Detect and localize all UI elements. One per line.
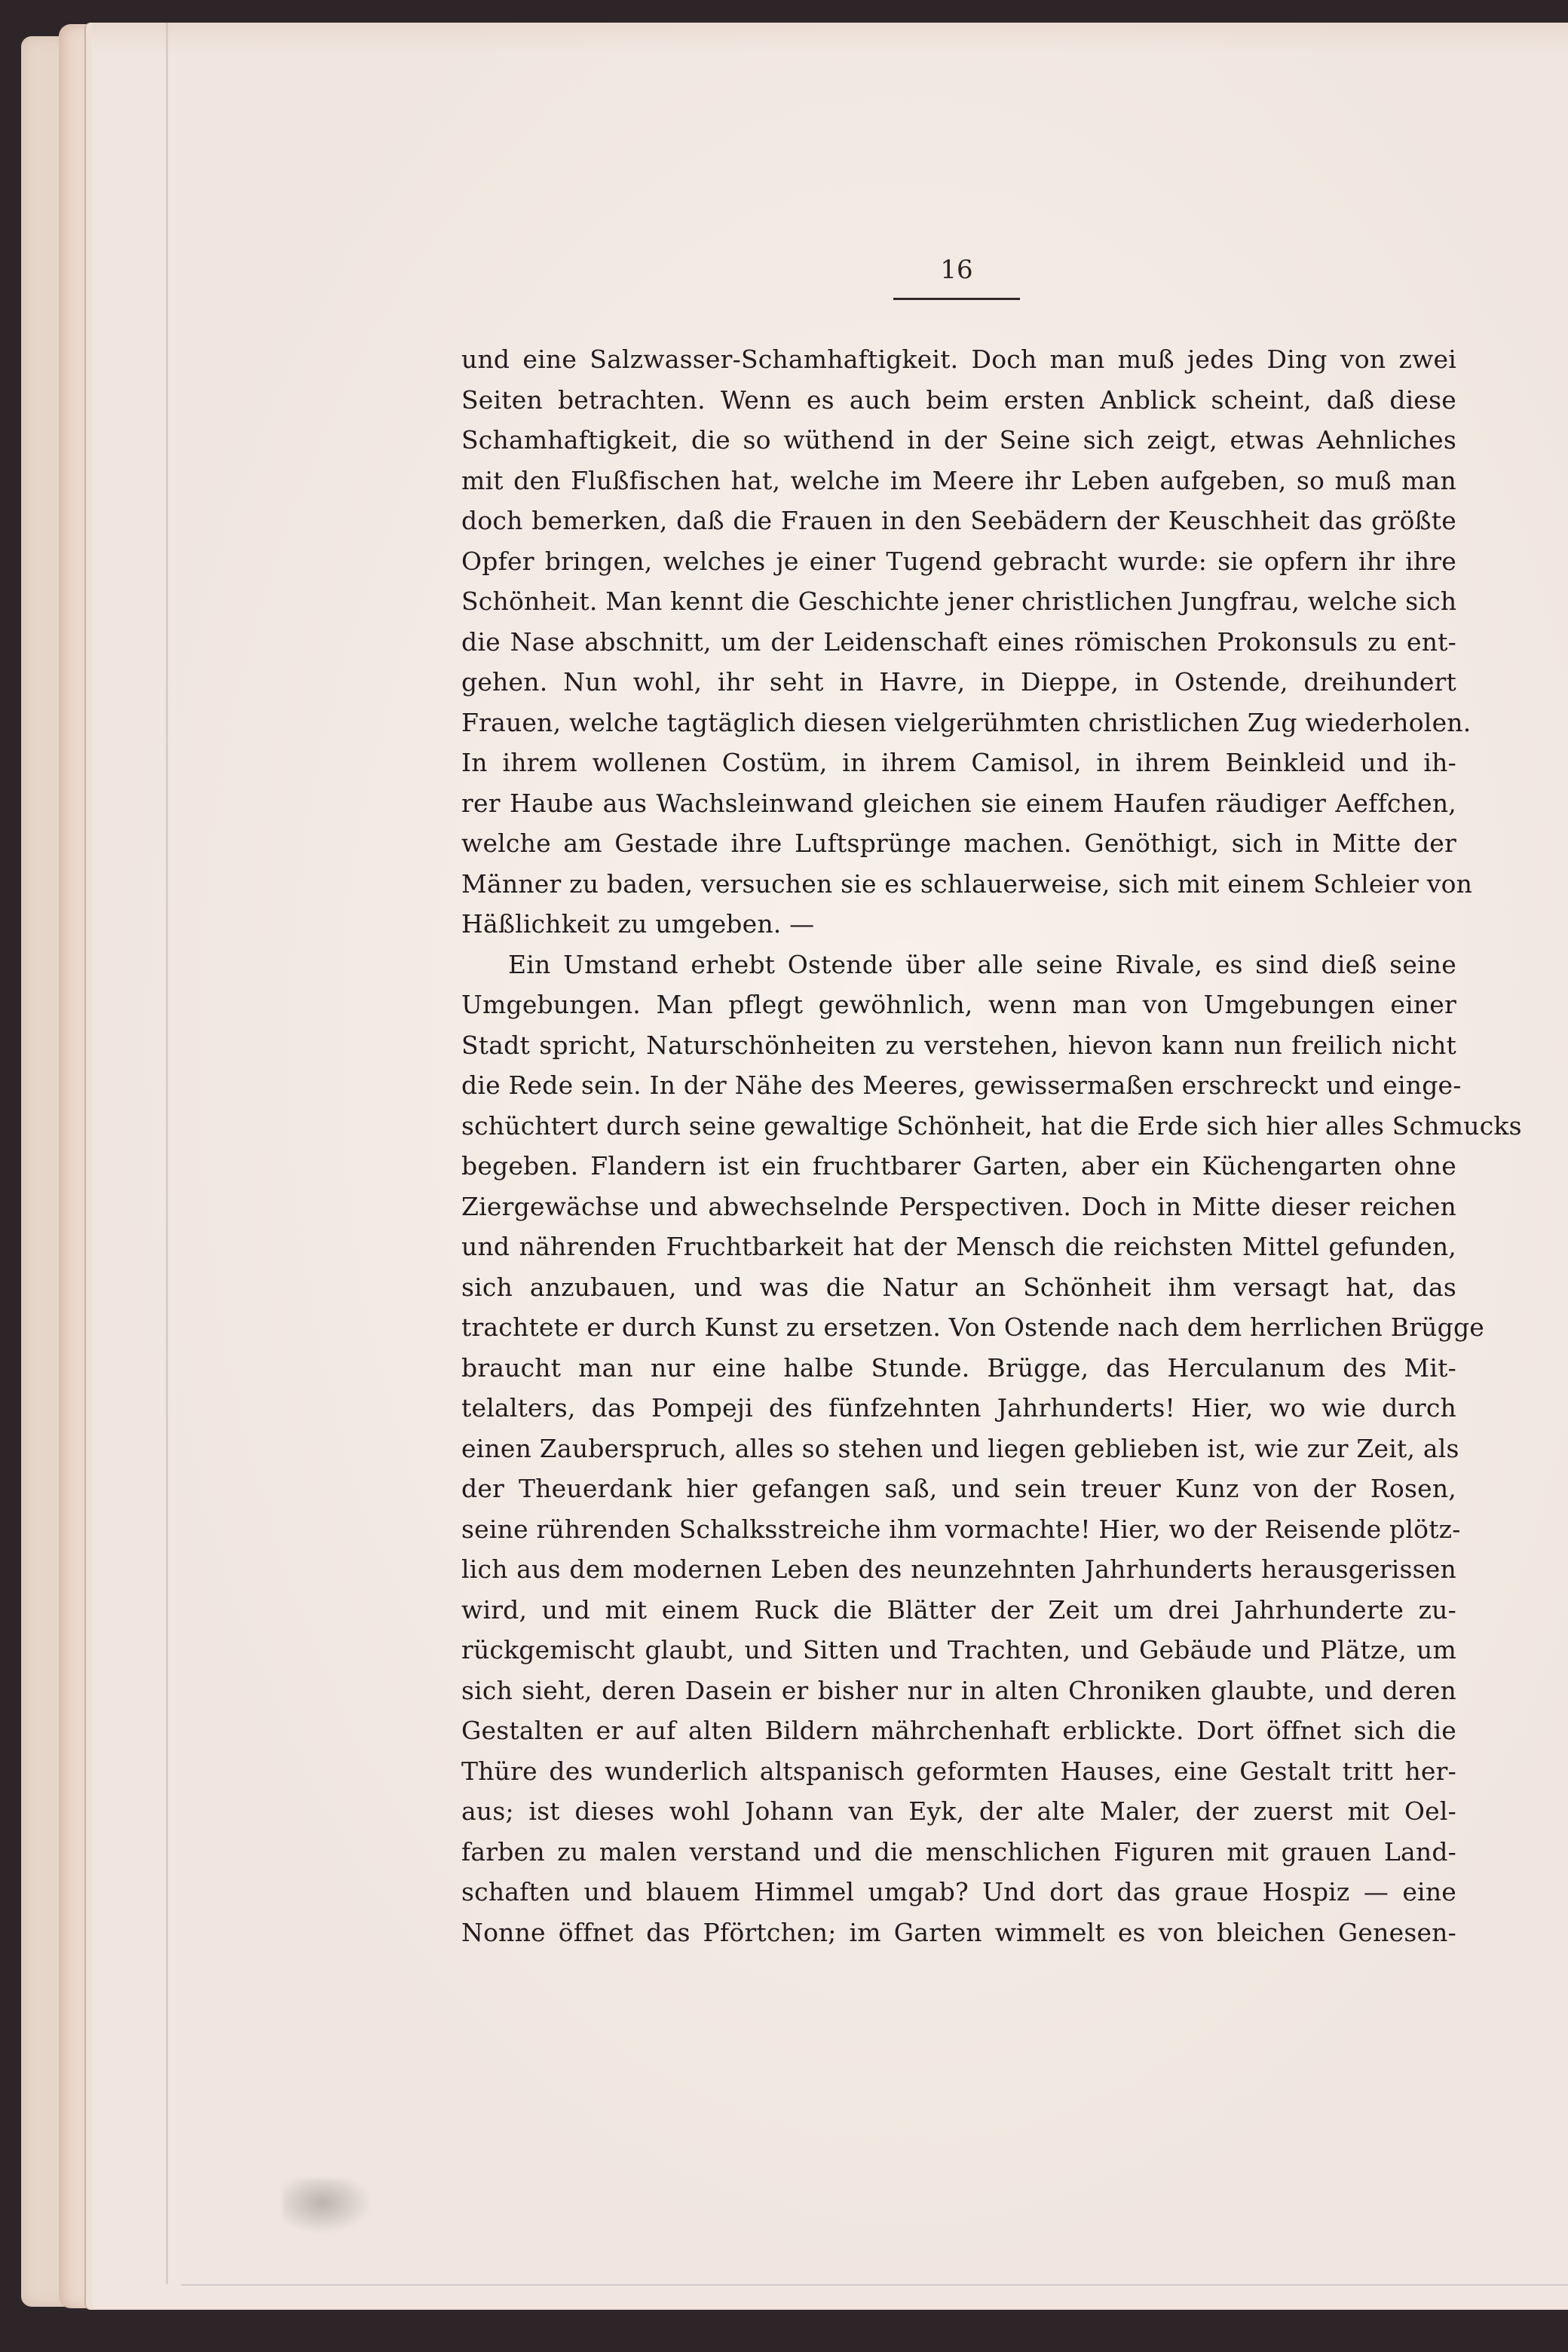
text-line: Seiten betrachten. Wenn es auch beim ersten Anblick scheint, daß diese [461, 384, 1456, 415]
page-number-rule [893, 298, 1020, 300]
text-line: Opfer bringen, welches je einer Tugend gebracht wurde: sie opfern ihr ihre [461, 546, 1456, 576]
text-line: schüchtert durch seine gewaltige Schönheit, hat die Erde sich hier alles Schmucks [461, 1110, 1522, 1141]
text-line: Frauen, welche tagtäglich diesen vielgerühmten christlichen Zug wiederholen. [461, 707, 1472, 737]
text-line: welche am Gestade ihre Luftsprünge machen. Genöthigt, sich in Mitte der [461, 828, 1456, 858]
text-line: Schönheit. Man kennt die Geschichte jener christlichen Jungfrau, welche sich [461, 586, 1457, 616]
text-line: und eine Salzwasser-Schamhaftigkeit. Doch man muß jedes Ding von zwei [461, 345, 1456, 374]
text-line: Umgebungen. Man pflegt gewöhnlich, wenn man von Umgebungen einer [461, 990, 1456, 1019]
text-line: Stadt spricht, Naturschönheiten zu verstehen, hievon kann nun freilich nicht [461, 1030, 1456, 1060]
page-fold-line [166, 23, 168, 2284]
text-line: Schamhaftigkeit, die so wüthend in der Seine sich zeigt, etwas Aehnliches [461, 425, 1456, 455]
page-number: 16 [940, 255, 973, 285]
text-line: lich aus dem modernen Leben des neunzehnten Jahrhunderts herausgerissen [461, 1554, 1456, 1584]
text-line: einen Zauberspruch, alles so stehen und liegen geblieben ist, wie zur Zeit, als [461, 1433, 1459, 1463]
text-line: begeben. Flandern ist ein fruchtbarer Garten, aber ein Küchengarten ohne [461, 1151, 1456, 1181]
text-line: aus; ist dieses wohl Johann van Eyk, der alte Maler, der zuerst mit Oel- [461, 1796, 1456, 1826]
text-line: Thüre des wunderlich altspanisch geformten Hauses, eine Gestalt tritt her- [461, 1756, 1456, 1786]
text-line: mit den Flußfischen hat, welche im Meere ihr Leben aufgeben, so muß man [461, 465, 1456, 495]
ink-smudge [283, 2179, 381, 2239]
text-line: telalters, das Pompeji des fünfzehnten Jahrhunderts! Hier, wo wie durch [461, 1393, 1456, 1423]
text-line: der Theuerdank hier gefangen saß, und sein treuer Kunz von der Rosen, [461, 1474, 1456, 1503]
text-line: und nährenden Fruchtbarkeit hat der Mensch die reichsten Mittel gefunden, [461, 1232, 1456, 1261]
text-line: seine rührenden Schalksstreiche ihm vormachte! Hier, wo der Reisende plötz- [461, 1514, 1461, 1544]
text-line: doch bemerken, daß die Frauen in den Seebädern der Keuschheit das größte [461, 506, 1456, 535]
paragraph-end-line: Häßlichkeit zu umgeben. — [461, 909, 815, 939]
body-text [461, 339, 1522, 1952]
text-line: In ihrem wollenen Costüm, in ihrem Camisol, in ihrem Beinkleid und ih- [461, 748, 1456, 777]
text-line: farben zu malen verstand und die menschlichen Figuren mit grauen Land- [461, 1836, 1456, 1867]
text-line: Ziergewächse und abwechselnde Perspectiven. Doch in Mitte dieser reichen [461, 1191, 1456, 1221]
text-line: sich sieht, deren Dasein er bisher nur in alten Chroniken glaubte, und deren [461, 1675, 1456, 1705]
text-line: die Nase abschnitt, um der Leidenschaft eines römischen Prokonsuls zu ent- [461, 626, 1456, 657]
text-line: schaften und blauem Himmel umgab? Und dort das graue Hospiz — eine [461, 1877, 1456, 1906]
text-line: rückgemischt glaubt, und Sitten und Trachten, und Gebäude und Plätze, um [461, 1635, 1456, 1664]
page-bottom-crease [181, 2284, 1568, 2286]
text-line: Gestalten er auf alten Bildern mährchenhaft erblickte. Dort öffnet sich die [461, 1716, 1456, 1745]
text-line: die Rede sein. In der Nähe des Meeres, gewissermaßen erschreckt und einge- [461, 1070, 1462, 1100]
text-line: trachtete er durch Kunst zu ersetzen. Von Ostende nach dem herrlichen Brügge [461, 1312, 1485, 1342]
text-line: rer Haube aus Wachsleinwand gleichen sie einem Haufen räudiger Aeffchen, [461, 788, 1456, 818]
text-line: Nonne öffnet das Pförtchen; im Garten wimmelt es von bleichen Genesen- [461, 1917, 1456, 1947]
text-line: Männer zu baden, versuchen sie es schlauerweise, sich mit einem Schleier von [461, 868, 1473, 899]
text-line: gehen. Nun wohl, ihr seht in Havre, in Dieppe, in Ostende, dreihundert [461, 667, 1456, 697]
paragraph-start-line: Ein Umstand erhebt Ostende über alle seine Rivale, es sind dieß seine [508, 949, 1456, 979]
text-line: braucht man nur eine halbe Stunde. Brügge, das Herculanum des Mit- [461, 1352, 1456, 1383]
text-line: sich anzubauen, und was die Natur an Schönheit ihm versagt hat, das [461, 1272, 1456, 1302]
text-line: wird, und mit einem Ruck die Blätter der Zeit um drei Jahrhunderte zu- [461, 1594, 1456, 1625]
